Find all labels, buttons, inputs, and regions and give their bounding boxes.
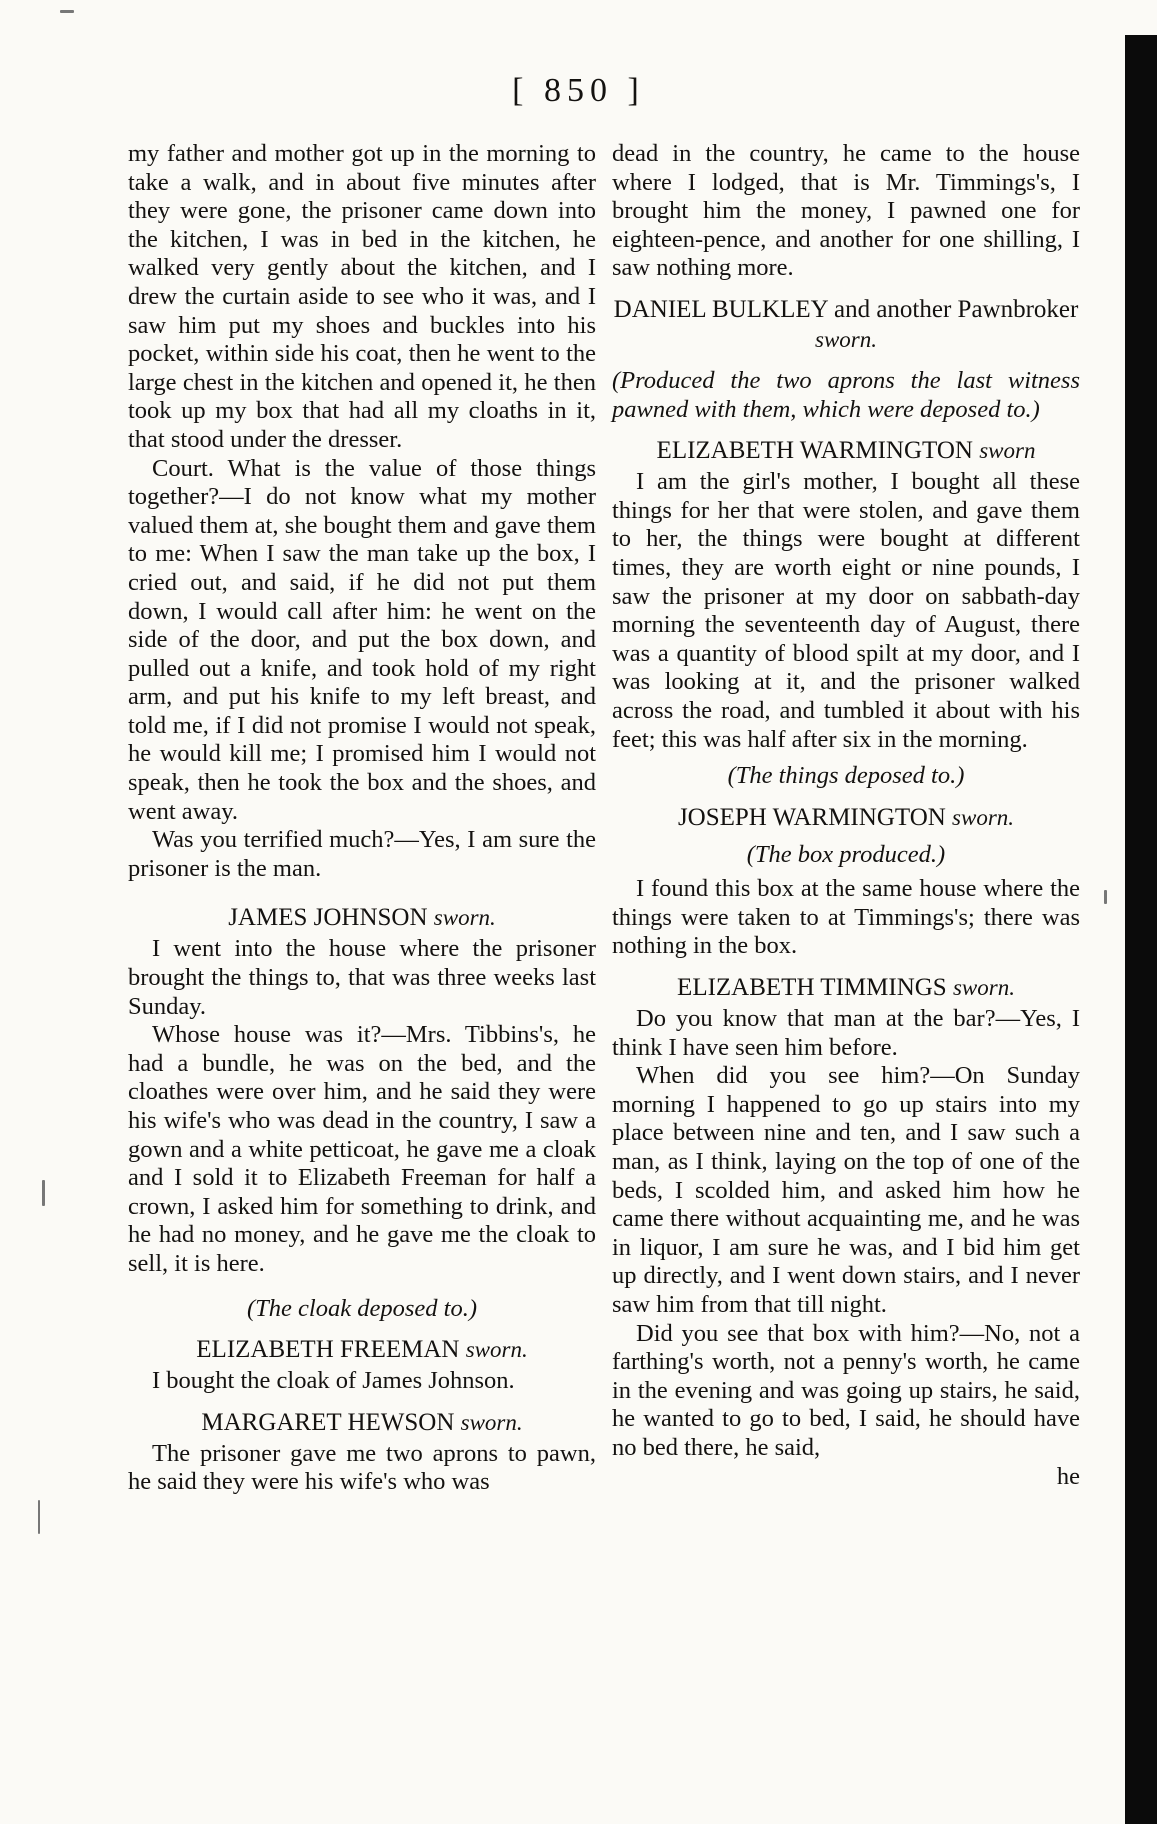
witness-heading: [612, 436, 1080, 466]
paragraph: Court. What is the value of those things together?—I do not know what my mother valued them at, she bought them and gave them to me: When I saw the man take up the box, I cried out, and said, if he did not put them down, I would call after him: he went on the side of the door, and put the box down, and pulled out a knife, and took hold of my right arm, and put his knife to my left breast, and told me, if I did not promise I would not speak, he would kill me; I promised him I would not speak, then he took the box and the shoes, and went away.: [128, 454, 596, 825]
paragraph: Do you know that man at the bar?—Yes, I think I have seen him before.: [612, 1005, 1080, 1061]
witness-name: DANIEL BULKLEY and another Pawnbroker: [613, 295, 1079, 323]
paragraph: Did you see that box with him?—No, not a farthing's worth, not a penny's worth, he came in the evening and was going up stairs, he said, he wanted to go to bed, I said, he should have no bed there, he said,: [612, 1319, 1080, 1461]
witness-heading: [612, 295, 1080, 355]
paragraph: I went into the house where the prisoner brought the things to, that was three weeks last Sunday.: [128, 935, 596, 1020]
scan-speck: [38, 1500, 40, 1534]
paragraph: When did you see him?—On Sunday morning I happened to go up stairs into my place between nine and ten, and I saw such a man, as I think, laying on the top of one of the beds, I scolded him, and asked him how he came there without acquainting me, and he was in liquor, I am sure he was, and I bid him get up directly, and I went down stairs, and I never saw him from that till night.: [612, 1062, 1080, 1318]
paragraph: I am the girl's mother, I bought all these things for her that were stolen, and gave them to her, the things were bought at different times, they are worth eight or nine pounds, I saw the prisoner at my door on sabbath-day morning the seventeenth day of August, there was a quantity of blood spilt at my door, and I was looking at it, and the prisoner walked across the road, and tumbled it about with his feet; this was half after six in the morning.: [612, 468, 1080, 753]
witness-name: ELIZABETH WARMINGTON: [656, 437, 973, 465]
sworn-label: sworn: [979, 438, 1036, 464]
scan-speck: [42, 1180, 45, 1206]
witness-name: ELIZABETH FREEMAN: [196, 1336, 460, 1364]
witness-heading: [612, 803, 1080, 833]
witness-heading: [128, 1335, 596, 1365]
left-column: [128, 140, 596, 1497]
witness-heading: [128, 1408, 596, 1438]
deposition-note: (Produced the two aprons the last witness pawned with them, which were deposed to.): [612, 366, 1080, 423]
sworn-label: sworn.: [952, 975, 1015, 1001]
page-number: [ 850 ]: [512, 72, 645, 109]
sworn-label: sworn.: [465, 1337, 528, 1363]
deposition-note: (The box produced.): [746, 840, 946, 868]
sworn-label: sworn.: [815, 326, 877, 352]
paragraph: Whose house was it?—Mrs. Tibbins's, he had a bundle, he was on the bed, and the cloathes were over him, and he said they were his wife's who was dead in the country, I saw a gown and a white petticoat, he gave me a cloak and I sold it to Elizabeth Freeman for half a crown, I asked him for something to drink, and he had no money, and he gave me the cloak to sell, it is here.: [128, 1021, 596, 1277]
sworn-label: sworn.: [433, 905, 496, 931]
paragraph: The prisoner gave me two aprons to pawn, he said they were his wife's who was: [128, 1439, 596, 1496]
paragraph: my father and mother got up in the morning to take a walk, and in about five minutes after they were gone, the prisoner came down into the kitchen, I was in bed in the kitchen, he walked very gently about the kitchen, and I drew the curtain aside to see who it was, and I saw him put my shoes and buckles into his pocket, within side his coat, then he went to the large chest in the kitchen and opened it, he then took up my box that had all my cloaths in it, that stood under the dresser.: [128, 140, 596, 453]
witness-heading: [612, 973, 1080, 1003]
right-column: [612, 140, 1080, 1491]
witness-name: JOSEPH WARMINGTON: [677, 803, 946, 831]
scan-dark-edge: [1125, 35, 1157, 1824]
witness-heading: [128, 903, 596, 933]
witness-name: ELIZABETH TIMMINGS: [677, 974, 947, 1002]
deposition-note: (The things deposed to.): [727, 762, 965, 790]
paragraph: dead in the country, he came to the house where I lodged, that is Mr. Timmings's, I brought him the money, I pawned one for eighteen-pence, and another for one shilling, I saw nothing more.: [612, 140, 1080, 282]
paragraph: Was you terrified much?—Yes, I am sure the prisoner is the man.: [128, 826, 596, 882]
witness-name: MARGARET HEWSON: [201, 1408, 455, 1436]
witness-name: JAMES JOHNSON: [228, 904, 428, 932]
catchword: he: [1056, 1462, 1080, 1490]
sworn-label: sworn.: [952, 804, 1015, 830]
sworn-label: sworn.: [460, 1409, 523, 1435]
paragraph: I bought the cloak of James Johnson.: [152, 1367, 515, 1395]
paragraph: I found this box at the same house where the things were taken to at Timmings's; there was nothing in the box.: [612, 875, 1080, 960]
deposition-note: (The cloak deposed to.): [247, 1294, 477, 1322]
scan-speck: [1104, 890, 1107, 904]
scan-speck: [60, 10, 74, 13]
